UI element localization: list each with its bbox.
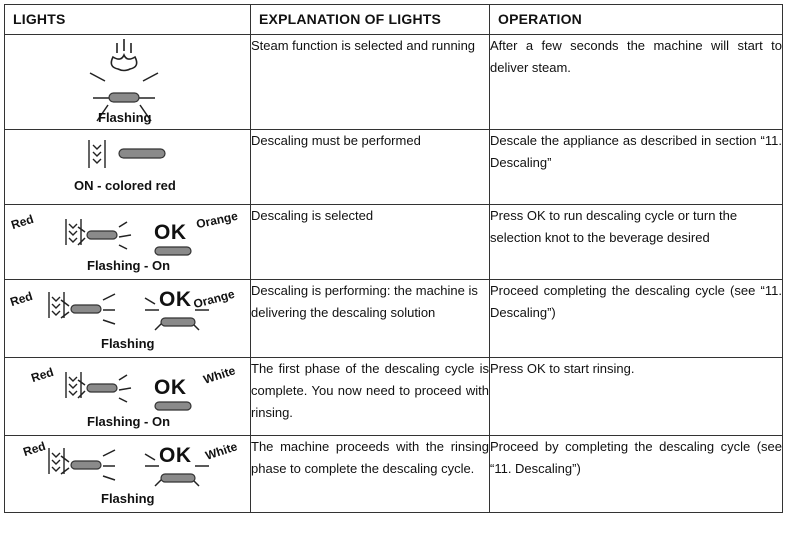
header-lights: LIGHTS (5, 5, 251, 35)
explanation-cell: Steam function is selected and running (251, 35, 490, 130)
left-color-tag: Red (21, 438, 48, 460)
indicator-light-bar (87, 384, 117, 392)
operation-cell: Press OK to start rinsing. (490, 358, 783, 436)
table-row (5, 436, 783, 513)
explanation-cell: Descaling must be performed (251, 130, 490, 205)
right-color-tag: White (203, 439, 240, 463)
ok-label: OK (154, 376, 187, 399)
table-row (5, 35, 783, 130)
operation-cell: Press OK to run descaling cycle or turn the selection knot to the beverage desired (490, 205, 783, 280)
lights-cell (5, 35, 251, 130)
ok-label: OK (154, 221, 187, 244)
light-caption: Flashing (101, 491, 155, 506)
header-operation: OPERATION (490, 5, 783, 35)
operation-cell: Proceed by completing the descaling cycle (see “11. Descaling”) (490, 436, 783, 513)
indicator-light-bar (71, 461, 101, 469)
explanation-cell: Descaling is selected (251, 205, 490, 280)
explanation-cell: The machine proceeds with the rinsing phase to complete the descaling cycle. (251, 436, 490, 513)
ok-label: OK (159, 288, 192, 311)
light-caption: Flashing (101, 336, 155, 351)
explanation-cell: Descaling is performing: the machine is delivering the descaling solution (251, 280, 490, 358)
right-color-tag: Orange (195, 208, 240, 232)
descale-icon (49, 292, 64, 318)
indicator-light-bar (87, 231, 117, 239)
ok-light (155, 402, 191, 410)
descale-icon (66, 219, 81, 245)
left-color-tag: Red (9, 211, 36, 233)
descale-icon (89, 140, 105, 168)
lights-cell (5, 436, 251, 513)
lights-cell (5, 130, 251, 205)
lights-cell (5, 358, 251, 436)
right-color-tag: White (201, 363, 238, 387)
ok-light (155, 247, 191, 255)
light-caption: Flashing - On (87, 258, 171, 273)
indicator-light-bar (71, 305, 101, 313)
left-color-tag: Red (29, 364, 56, 386)
operation-cell: Proceed completing the descaling cycle (see “11. Descaling”) (490, 280, 783, 358)
right-color-tag: Orange (191, 286, 237, 312)
light-caption: ON - colored red (74, 178, 176, 193)
ok-label: OK (159, 444, 192, 467)
table-row (5, 205, 783, 280)
lights-cell (5, 205, 251, 280)
header-explanation: EXPLANATION OF LIGHTS (251, 5, 490, 35)
light-caption: Flashing - On (87, 414, 171, 429)
descale-icon (49, 448, 64, 474)
operation-cell: After a few seconds the machine will start to deliver steam. (490, 35, 783, 130)
ok-light (161, 318, 195, 326)
indicator-light-bar (119, 149, 165, 158)
light-caption: Flashing (98, 110, 152, 125)
table-row (5, 280, 783, 358)
descale-icon (66, 372, 81, 398)
lights-table (4, 4, 783, 513)
indicator-light-bar (109, 93, 139, 102)
lights-cell (5, 280, 251, 358)
table-row (5, 358, 783, 436)
operation-cell: Descale the appliance as described in section “11. Descaling” (490, 130, 783, 205)
table-row (5, 130, 783, 205)
descale-indicator-graphic (5, 130, 251, 205)
steam-icon (111, 39, 136, 71)
left-color-tag: Red (8, 288, 35, 310)
header-row (5, 5, 783, 35)
explanation-cell: The first phase of the descaling cycle is complete. You now need to proceed with rinsing. (251, 358, 490, 436)
ok-light (161, 474, 195, 482)
